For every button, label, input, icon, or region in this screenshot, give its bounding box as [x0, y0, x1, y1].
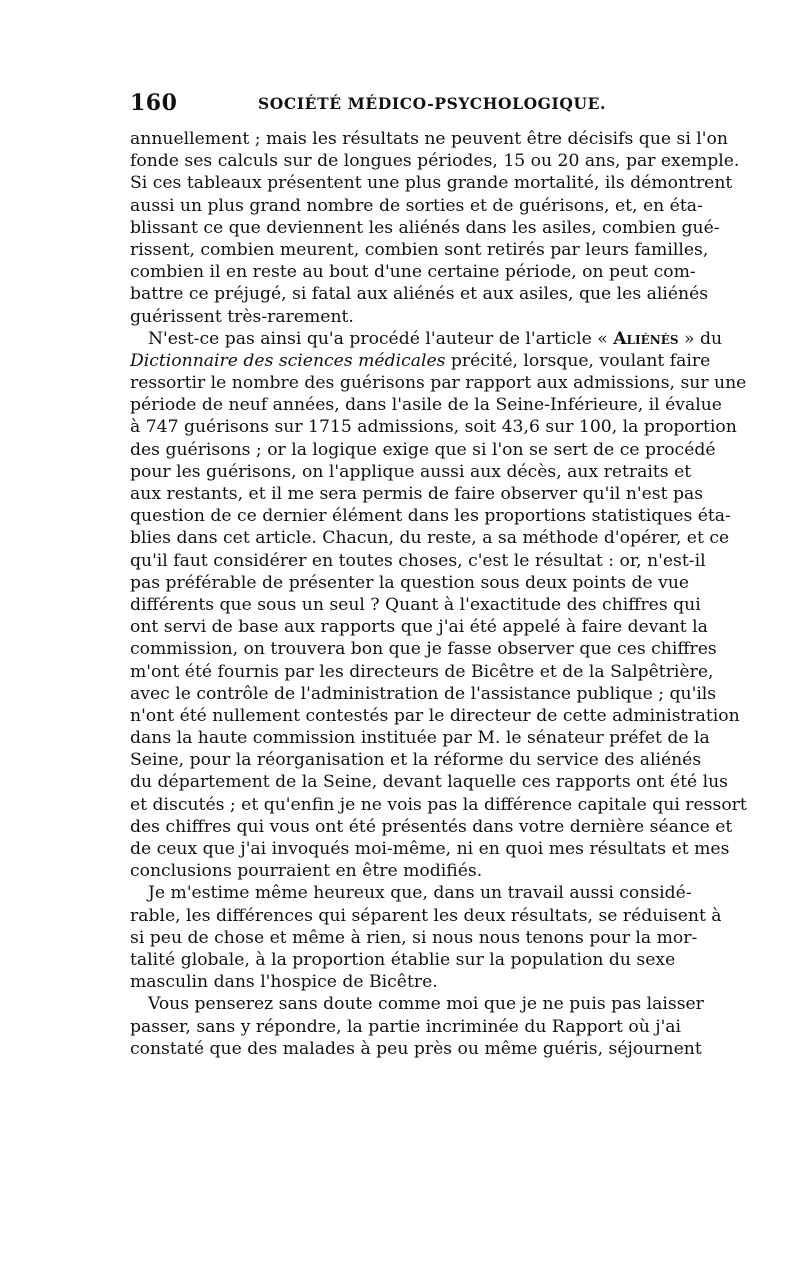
- small-caps-term: Aliénés: [613, 328, 679, 349]
- text-line: ont servi de base aux rapports que j'ai été appelé à faire devant la: [130, 617, 708, 638]
- text-line: commission, on trouvera bon que je fasse observer que ces chiffres: [130, 639, 717, 660]
- text-line: blies dans cet article. Chacun, du reste, a sa méthode d'opérer, et ce: [130, 528, 730, 549]
- text-line: combien il en reste au bout d'une certaine période, on peut com-: [130, 262, 696, 283]
- text-line: annuellement ; mais les résultats ne peuvent être décisifs que si l'on: [130, 129, 728, 149]
- text-segment: » du: [678, 328, 723, 349]
- text-segment: N'est-ce pas ainsi qu'a procédé l'auteur de l'article «: [148, 328, 614, 349]
- running-head: SOCIÉTÉ MÉDICO-PSYCHOLOGIQUE.: [258, 94, 606, 113]
- text-line: passer, sans y répondre, la partie incriminée du Rapport où j'ai: [130, 1016, 682, 1037]
- text-line: aussi un plus grand nombre de sorties et de guérisons, et, en éta-: [130, 195, 703, 216]
- body-text: [130, 128, 747, 1060]
- text-line: [130, 350, 711, 372]
- text-line: du département de la Seine, devant laquelle ces rapports ont été lus: [130, 772, 728, 793]
- text-line: avec le contrôle de l'administration de l'assistance publique ; qu'ils: [130, 683, 717, 704]
- text-line: qu'il faut considérer en toutes choses, c'est le résultat : or, n'est-il: [130, 550, 706, 571]
- text-line: battre ce préjugé, si fatal aux aliénés et aux asiles, que les aliénés: [130, 284, 709, 305]
- text-line: et discutés ; et qu'enfin je ne vois pas la différence capitale qui ressort: [130, 794, 747, 815]
- text-line: des chiffres qui vous ont été présentés dans votre dernière séance et: [130, 816, 733, 837]
- text-line: masculin dans l'hospice de Bicêtre.: [130, 972, 438, 993]
- text-line: pour les guérisons, on l'applique aussi aux décès, aux retraits et: [130, 461, 692, 482]
- text-line: Si ces tableaux présentent une plus grande mortalité, ils démontrent: [130, 173, 733, 194]
- text-line: n'ont été nullement contestés par le directeur de cette administration: [130, 705, 740, 726]
- text-line: période de neuf années, dans l'asile de la Seine-Inférieure, il évalue: [130, 395, 722, 416]
- text-line: constaté que des malades à peu près ou même guéris, séjournent: [130, 1038, 702, 1059]
- text-line: Vous penserez sans doute comme moi que je ne puis pas laisser: [148, 994, 704, 1015]
- page-header: [130, 90, 670, 120]
- text-line: Seine, pour la réorganisation et la réforme du service des aliénés: [130, 750, 702, 771]
- text-line: à 747 guérisons sur 1715 admissions, soit 43,6 sur 100, la proportion: [130, 417, 737, 438]
- text-line: pas préférable de présenter la question sous deux points de vue: [130, 572, 690, 593]
- text-line: rable, les différences qui séparent les deux résultats, se réduisent à: [130, 905, 722, 926]
- text-line: question de ce dernier élément dans les proportions statistiques éta-: [130, 506, 731, 527]
- text-line: Je m'estime même heureux que, dans un travail aussi considé-: [148, 883, 692, 904]
- text-line: fonde ses calculs sur de longues périodes, 15 ou 20 ans, par exemple.: [130, 151, 740, 172]
- text-line: dans la haute commission instituée par M. le sénateur préfet de la: [130, 728, 710, 749]
- text-line: guérissent très-rarement.: [130, 306, 354, 327]
- text-segment: précité, lorsque, voulant faire: [445, 350, 711, 371]
- text-line: ressortir le nombre des guérisons par rapport aux admissions, sur une: [130, 373, 747, 394]
- text-line: conclusions pourraient en être modifiés.: [130, 861, 483, 882]
- text-line: talité globale, à la proportion établie sur la population du sexe: [130, 949, 676, 970]
- text-line: différents que sous un seul ? Quant à l'exactitude des chiffres qui: [130, 594, 701, 615]
- text-line: de ceux que j'ai invoqués moi-même, ni en quoi mes résultats et mes: [130, 839, 730, 859]
- text-line: m'ont été fournis par les directeurs de Bicêtre et de la Salpêtrière,: [130, 661, 714, 682]
- page-number: 160: [130, 90, 178, 116]
- text-line: aux restants, et il me sera permis de faire observer qu'il n'est pas: [130, 484, 704, 504]
- text-line: [130, 328, 723, 350]
- text-line: rissent, combien meurent, combien sont retirés par leurs familles,: [130, 239, 709, 260]
- text-line: des guérisons ; or la logique exige que si l'on se sert de ce procédé: [130, 439, 716, 460]
- text-line: si peu de chose et même à rien, si nous nous tenons pour la mor-: [130, 927, 698, 948]
- text-line: blissant ce que deviennent les aliénés dans les asiles, combien gué-: [130, 217, 720, 238]
- italic-title: Dictionnaire des sciences médicales: [130, 350, 446, 371]
